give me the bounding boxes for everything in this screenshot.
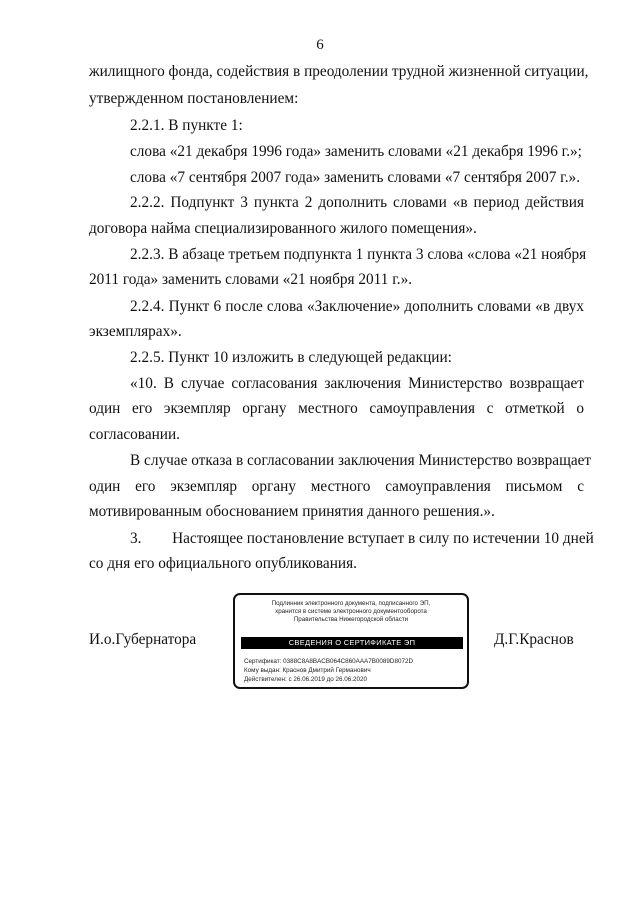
stamp-header-line: Правительства Нижегородской области	[293, 616, 409, 623]
text-line: слова «7 сентября 2007 года» заменить словами «7 сентября 2007 г.».	[130, 169, 581, 186]
text-line: договора найма специализированного жилого помещения».	[89, 220, 477, 237]
signatory-title: И.о.Губернатора	[89, 631, 197, 648]
text-line: мотивированным обоснованием принятия данного решения.».	[89, 503, 495, 520]
stamp-header-line: хранится в системе электронного документооборота	[275, 608, 427, 615]
stamp-header-line: Подлинник электронного документа, подписанного ЭП,	[271, 600, 431, 607]
text-line: 3. Настоящее постановление вступает в силу по истечении 10 дней	[130, 530, 594, 547]
text-line: 2.2.3. В абзаце третьем подпункта 1 пункта 3 слова «слова «21 ноября	[130, 246, 587, 263]
text-line: 2.2.5. Пункт 10 изложить в следующей редакции:	[130, 349, 452, 366]
stamp-issued-to: Кому выдан: Краснов Дмитрий Германович	[244, 667, 371, 674]
text-line: со дня его официального опубликования.	[89, 555, 357, 572]
stamp-title-bar: СВЕДЕНИЯ О СЕРТИФИКАТЕ ЭП	[241, 637, 463, 649]
text-line: согласовании.	[89, 426, 180, 443]
stamp-certificate: Сертификат: 0388C8A8BACB064C860AAA7B0089D8072D	[244, 658, 414, 665]
text-line: жилищного фонда, содействия в преодолении трудной жизненной ситуации,	[89, 63, 589, 80]
text-line: утвержденном постановлением:	[89, 90, 299, 107]
stamp-validity: Действителен: с 26.06.2019 до 26.06.2020	[244, 676, 368, 683]
text-line: один его экземпляр органу местного самоуправления письмом с	[89, 478, 584, 495]
text-line: «10. В случае согласования заключения Министерство возвращает	[130, 375, 584, 392]
text-line: 2011 года» заменить словами «21 ноября 2011 г.».	[89, 271, 413, 288]
text-line: экземплярах».	[89, 323, 182, 340]
text-line: один его экземпляр органу местного самоуправления с отметкой о	[89, 400, 584, 417]
stamp-header	[235, 600, 467, 624]
text-line: В случае отказа в согласовании заключения Министерство возвращает	[130, 452, 592, 469]
signatory-name: Д.Г.Краснов	[494, 631, 574, 648]
text-line: 2.2.2. Подпункт 3 пункта 2 дополнить словами «в период действия	[130, 194, 584, 211]
text-line: 2.2.4. Пункт 6 после слова «Заключение» дополнить словами «в двух	[130, 298, 584, 315]
page-number: 6	[316, 37, 324, 53]
electronic-signature-stamp	[233, 593, 469, 689]
text-line: 2.2.1. В пункте 1:	[130, 117, 243, 134]
text-line: слова «21 декабря 1996 года» заменить словами «21 декабря 1996 г.»;	[130, 143, 582, 160]
